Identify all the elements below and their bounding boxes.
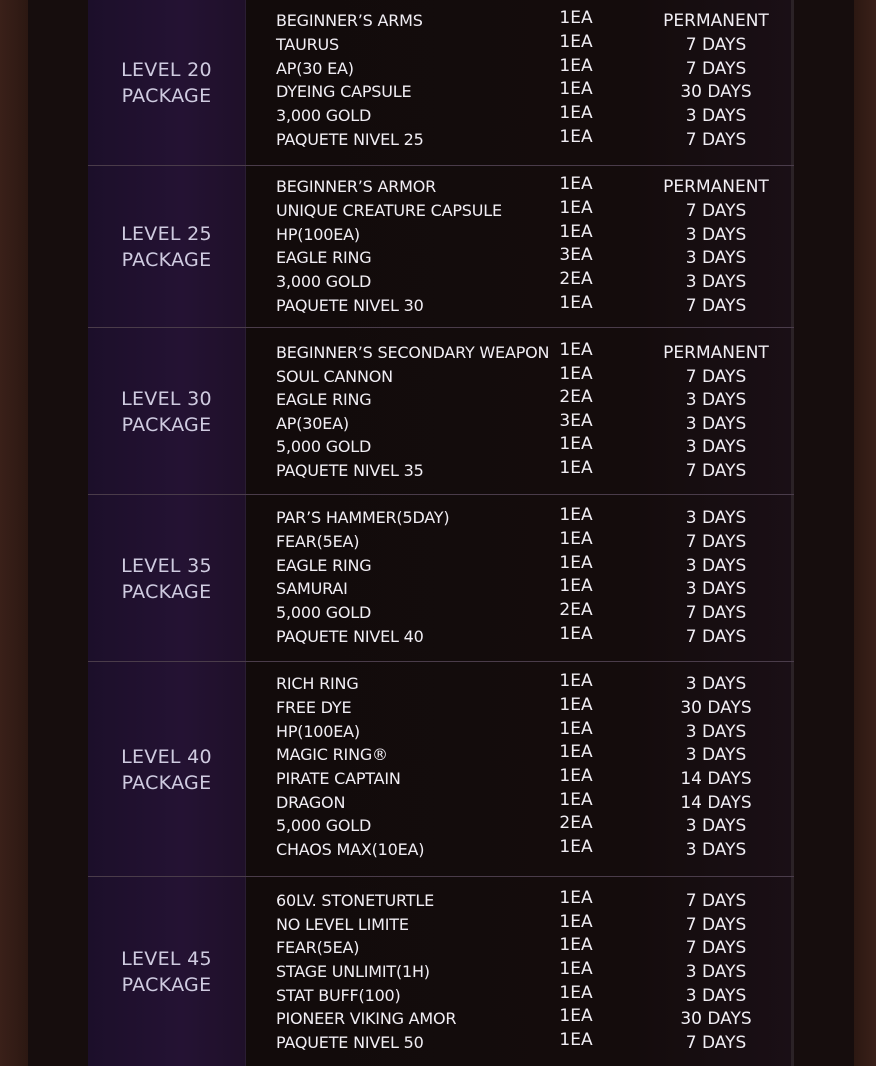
list-item <box>246 505 795 532</box>
item-qty: 1EA <box>559 766 593 786</box>
item-name: PAQUETE NIVEL 35 <box>276 461 424 480</box>
item-duration: PERMANENT <box>663 11 769 31</box>
item-duration: 7 DAYS <box>685 130 747 150</box>
list-item <box>246 1006 795 1033</box>
item-name: FEAR(5EA) <box>276 938 360 957</box>
item-name: AP(30 EA) <box>276 59 354 78</box>
list-item <box>246 813 795 840</box>
list-item <box>246 790 795 817</box>
item-name: BEGINNER’S SECONDARY WEAPON <box>276 343 550 362</box>
item-name: BEGINNER’S ARMOR <box>276 177 437 196</box>
item-name: PAQUETE NIVEL 40 <box>276 627 424 646</box>
item-qty: 1EA <box>559 959 593 979</box>
item-qty: 1EA <box>559 553 593 573</box>
item-name: NO LEVEL LIMITE <box>276 915 409 934</box>
item-qty: 1EA <box>559 340 593 360</box>
divider <box>791 877 794 1066</box>
item-qty: 1EA <box>559 174 593 194</box>
item-name: MAGIC RING® <box>276 745 388 764</box>
list-item <box>246 293 795 320</box>
list-item <box>246 364 795 391</box>
list-item <box>246 959 795 986</box>
item-name: PIRATE CAPTAIN <box>276 769 401 788</box>
item-qty: 1EA <box>559 434 593 454</box>
item-name: RICH RING <box>276 674 359 693</box>
item-duration: 14 DAYS <box>680 793 752 813</box>
item-name: PIONEER VIKING AMOR <box>276 1009 457 1028</box>
item-duration: 3 DAYS <box>685 579 747 599</box>
package-label <box>88 0 246 166</box>
item-duration: 3 DAYS <box>685 556 747 576</box>
item-qty: 1EA <box>559 8 593 28</box>
package-level-30 <box>88 327 794 495</box>
list-item <box>246 222 795 249</box>
item-duration: 7 DAYS <box>685 603 747 623</box>
item-name: DYEING CAPSULE <box>276 82 412 101</box>
package-word: PACKAGE <box>121 413 212 436</box>
item-qty: 1EA <box>559 222 593 242</box>
item-duration: 30 DAYS <box>680 82 752 102</box>
item-duration: 7 DAYS <box>685 35 747 55</box>
item-name: 3,000 GOLD <box>276 272 372 291</box>
list-item <box>246 8 795 35</box>
list-item <box>246 411 795 438</box>
item-qty: 1EA <box>559 293 593 313</box>
item-qty: 1EA <box>559 935 593 955</box>
list-item <box>246 127 795 154</box>
list-item <box>246 983 795 1010</box>
item-duration: 3 DAYS <box>685 248 747 268</box>
list-item <box>246 245 795 272</box>
list-item <box>246 79 795 106</box>
item-qty: 1EA <box>559 364 593 384</box>
item-qty: 1EA <box>559 888 593 908</box>
item-name: PAQUETE NIVEL 30 <box>276 296 424 315</box>
item-name: 5,000 GOLD <box>276 816 372 835</box>
package-level-35 <box>88 494 794 662</box>
package-table <box>88 0 794 1066</box>
list-item <box>246 766 795 793</box>
item-qty: 1EA <box>559 1006 593 1026</box>
item-name: EAGLE RING <box>276 248 372 267</box>
list-item <box>246 600 795 627</box>
item-duration: 7 DAYS <box>685 59 747 79</box>
item-name: DRAGON <box>276 793 346 812</box>
item-qty: 2EA <box>559 813 593 833</box>
item-qty: 2EA <box>559 269 593 289</box>
item-name: BEGINNER’S ARMS <box>276 11 423 30</box>
item-qty: 1EA <box>559 837 593 857</box>
item-duration: 3 DAYS <box>685 390 747 410</box>
divider <box>791 166 794 328</box>
package-items <box>246 495 794 662</box>
list-item <box>246 742 795 769</box>
item-duration: 7 DAYS <box>685 938 747 958</box>
item-name: 5,000 GOLD <box>276 437 372 456</box>
item-duration: 7 DAYS <box>685 367 747 387</box>
item-qty: 1EA <box>559 505 593 525</box>
package-label <box>88 328 246 495</box>
item-name: PAQUETE NIVEL 50 <box>276 1033 424 1052</box>
item-name: CHAOS MAX(10EA) <box>276 840 425 859</box>
item-name: PAR’S HAMMER(5DAY) <box>276 508 450 527</box>
package-level: LEVEL 45 <box>121 947 212 970</box>
list-item <box>246 576 795 603</box>
item-qty: 1EA <box>559 198 593 218</box>
item-name: HP(100EA) <box>276 225 360 244</box>
item-qty: 1EA <box>559 624 593 644</box>
package-word: PACKAGE <box>121 84 212 107</box>
item-duration: PERMANENT <box>663 177 769 197</box>
item-duration: 3 DAYS <box>685 986 747 1006</box>
item-qty: 1EA <box>559 32 593 52</box>
item-duration: 3 DAYS <box>685 722 747 742</box>
package-level: LEVEL 40 <box>121 745 212 768</box>
list-item <box>246 695 795 722</box>
list-item <box>246 174 795 201</box>
item-qty: 1EA <box>559 719 593 739</box>
list-item <box>246 434 795 461</box>
divider <box>791 328 794 495</box>
list-item <box>246 935 795 962</box>
item-duration: 7 DAYS <box>685 296 747 316</box>
package-level: LEVEL 20 <box>121 58 212 81</box>
list-item <box>246 269 795 296</box>
list-item <box>246 458 795 485</box>
item-qty: 1EA <box>559 912 593 932</box>
item-duration: 3 DAYS <box>685 106 747 126</box>
list-item <box>246 529 795 556</box>
item-qty: 2EA <box>559 600 593 620</box>
item-name: 3,000 GOLD <box>276 106 372 125</box>
item-name: EAGLE RING <box>276 556 372 575</box>
package-items <box>246 166 794 328</box>
item-qty: 1EA <box>559 983 593 1003</box>
list-item <box>246 32 795 59</box>
package-level: LEVEL 30 <box>121 387 212 410</box>
list-item <box>246 624 795 651</box>
right-border <box>854 0 876 1066</box>
item-duration: 3 DAYS <box>685 816 747 836</box>
package-label <box>88 877 246 1066</box>
item-duration: 7 DAYS <box>685 891 747 911</box>
item-duration: 7 DAYS <box>685 915 747 935</box>
item-qty: 1EA <box>559 127 593 147</box>
item-name: PAQUETE NIVEL 25 <box>276 130 424 149</box>
item-duration: 3 DAYS <box>685 962 747 982</box>
item-qty: 1EA <box>559 671 593 691</box>
package-items <box>246 877 794 1066</box>
item-duration: 14 DAYS <box>680 769 752 789</box>
item-name: SOUL CANNON <box>276 367 393 386</box>
item-duration: 3 DAYS <box>685 225 747 245</box>
item-name: TAURUS <box>276 35 339 54</box>
item-qty: 3EA <box>559 245 593 265</box>
package-word: PACKAGE <box>121 771 212 794</box>
item-qty: 1EA <box>559 458 593 478</box>
divider <box>791 495 794 662</box>
item-qty: 1EA <box>559 56 593 76</box>
left-border <box>0 0 28 1066</box>
item-name: AP(30EA) <box>276 414 349 433</box>
list-item <box>246 340 795 367</box>
item-qty: 1EA <box>559 790 593 810</box>
item-name: STAGE UNLIMIT(1H) <box>276 962 430 981</box>
package-word: PACKAGE <box>121 973 212 996</box>
package-level: LEVEL 35 <box>121 554 212 577</box>
item-duration: 7 DAYS <box>685 627 747 647</box>
package-label <box>88 662 246 877</box>
item-qty: 1EA <box>559 695 593 715</box>
package-items <box>246 328 794 495</box>
item-duration: 7 DAYS <box>685 1033 747 1053</box>
package-label <box>88 495 246 662</box>
item-qty: 1EA <box>559 742 593 762</box>
list-item <box>246 1030 795 1057</box>
item-name: FREE DYE <box>276 698 352 717</box>
item-duration: 7 DAYS <box>685 201 747 221</box>
package-level-25 <box>88 165 794 328</box>
item-name: EAGLE RING <box>276 390 372 409</box>
item-duration: 3 DAYS <box>685 674 747 694</box>
package-items <box>246 662 794 877</box>
item-name: STAT BUFF(100) <box>276 986 401 1005</box>
item-duration: 3 DAYS <box>685 414 747 434</box>
item-duration: 3 DAYS <box>685 508 747 528</box>
item-qty: 1EA <box>559 103 593 123</box>
item-qty: 1EA <box>559 79 593 99</box>
item-name: UNIQUE CREATURE CAPSULE <box>276 201 502 220</box>
item-name: 5,000 GOLD <box>276 603 372 622</box>
item-duration: 30 DAYS <box>680 698 752 718</box>
package-word: PACKAGE <box>121 249 212 271</box>
list-item <box>246 912 795 939</box>
item-qty: 1EA <box>559 1030 593 1050</box>
divider <box>791 0 794 166</box>
item-name: HP(100EA) <box>276 722 360 741</box>
package-level-45 <box>88 876 794 1066</box>
list-item <box>246 56 795 83</box>
divider <box>791 662 794 877</box>
item-duration: 3 DAYS <box>685 437 747 457</box>
item-duration: PERMANENT <box>663 343 769 363</box>
item-name: FEAR(5EA) <box>276 532 360 551</box>
item-qty: 3EA <box>559 411 593 431</box>
item-duration: 7 DAYS <box>685 532 747 552</box>
item-qty: 1EA <box>559 576 593 596</box>
package-level-40 <box>88 661 794 877</box>
package-level: LEVEL 25 <box>121 223 212 245</box>
item-qty: 2EA <box>559 387 593 407</box>
item-qty: 1EA <box>559 529 593 549</box>
package-level-20 <box>88 0 794 166</box>
item-duration: 3 DAYS <box>685 272 747 292</box>
item-duration: 7 DAYS <box>685 461 747 481</box>
list-item <box>246 888 795 915</box>
list-item <box>246 103 795 130</box>
item-name: SAMURAI <box>276 579 348 598</box>
list-item <box>246 387 795 414</box>
package-word: PACKAGE <box>121 580 212 603</box>
package-label <box>88 166 246 328</box>
item-duration: 3 DAYS <box>685 745 747 765</box>
list-item <box>246 553 795 580</box>
list-item <box>246 198 795 225</box>
package-items <box>246 0 794 166</box>
list-item <box>246 719 795 746</box>
list-item <box>246 671 795 698</box>
item-duration: 30 DAYS <box>680 1009 752 1029</box>
item-duration: 3 DAYS <box>685 840 747 860</box>
item-name: 60LV. STONETURTLE <box>276 891 435 910</box>
list-item <box>246 837 795 864</box>
